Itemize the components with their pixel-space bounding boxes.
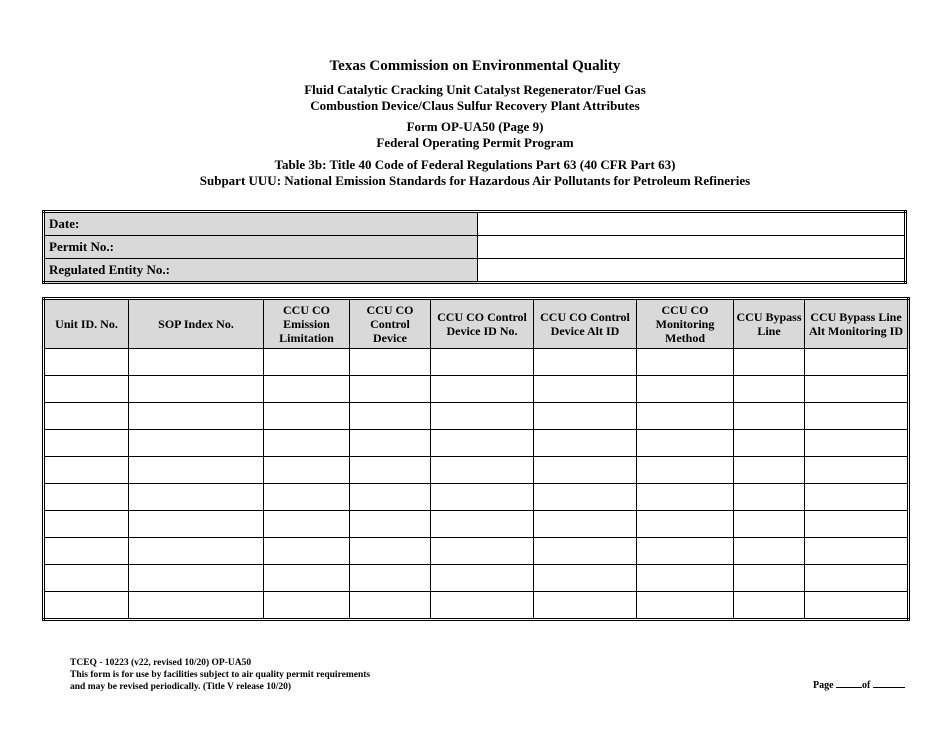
form-title-line-2: Combustion Device/Claus Sulfur Recovery Plant Attributes xyxy=(310,98,640,113)
table-cell[interactable] xyxy=(350,565,431,592)
table-title-line-1: Table 3b: Title 40 Code of Federal Regulations Part 63 (40 CFR Part 63) xyxy=(274,157,676,172)
regulated-entity-label: Regulated Entity No.: xyxy=(44,259,478,283)
col-header-control-device-alt-id: CCU CO Control Device Alt ID xyxy=(534,299,637,349)
permit-no-label: Permit No.: xyxy=(44,236,478,259)
table-cell[interactable] xyxy=(805,538,909,565)
table-cell[interactable] xyxy=(350,538,431,565)
col-header-bypass-line: CCU Bypass Line xyxy=(734,299,805,349)
table-cell[interactable] xyxy=(264,403,350,430)
table-row xyxy=(44,484,909,511)
table-row xyxy=(44,376,909,403)
page-label: Page xyxy=(813,680,834,691)
table-cell[interactable] xyxy=(734,349,805,376)
table-row xyxy=(44,592,909,620)
table-cell[interactable] xyxy=(350,511,431,538)
table-cell[interactable] xyxy=(129,484,264,511)
table-cell[interactable] xyxy=(637,511,734,538)
table-title xyxy=(0,157,950,189)
table-cell[interactable] xyxy=(534,538,637,565)
page-total-blank[interactable] xyxy=(873,678,905,688)
table-cell[interactable] xyxy=(129,403,264,430)
table-cell[interactable] xyxy=(805,403,909,430)
table-cell[interactable] xyxy=(350,349,431,376)
table-title-line-2: Subpart UUU: National Emission Standards for Hazardous Air Pollutants for Petroleum Refineries xyxy=(199,173,751,188)
table-cell[interactable] xyxy=(637,376,734,403)
table-cell[interactable] xyxy=(44,592,129,620)
table-cell[interactable] xyxy=(734,538,805,565)
table-cell[interactable] xyxy=(805,565,909,592)
table-row xyxy=(44,457,909,484)
table-cell[interactable] xyxy=(534,565,637,592)
table-cell[interactable] xyxy=(734,511,805,538)
table-cell[interactable] xyxy=(805,430,909,457)
col-header-sop-index: SOP Index No. xyxy=(129,299,264,349)
table-cell[interactable] xyxy=(431,565,534,592)
table-cell[interactable] xyxy=(264,565,350,592)
table-cell[interactable] xyxy=(805,511,909,538)
col-header-monitoring-method: CCU CO Monitoring Method xyxy=(637,299,734,349)
table-cell[interactable] xyxy=(805,592,909,620)
table-row xyxy=(44,538,909,565)
table-cell[interactable] xyxy=(431,511,534,538)
col-header-control-device-id: CCU CO Control Device ID No. xyxy=(431,299,534,349)
table-cell[interactable] xyxy=(431,592,534,620)
table-cell[interactable] xyxy=(44,349,129,376)
form-identifier xyxy=(0,119,950,151)
table-cell[interactable] xyxy=(44,376,129,403)
table-cell[interactable] xyxy=(734,376,805,403)
table-cell[interactable] xyxy=(637,349,734,376)
table-cell[interactable] xyxy=(637,538,734,565)
table-cell[interactable] xyxy=(534,349,637,376)
form-number: Form OP-UA50 (Page 9) xyxy=(406,119,544,134)
table-cell[interactable] xyxy=(350,403,431,430)
table-cell[interactable] xyxy=(534,457,637,484)
table-cell[interactable] xyxy=(734,484,805,511)
table-cell[interactable] xyxy=(734,457,805,484)
table-cell[interactable] xyxy=(129,430,264,457)
table-cell[interactable] xyxy=(129,457,264,484)
table-cell[interactable] xyxy=(734,430,805,457)
table-cell[interactable] xyxy=(431,484,534,511)
table-cell[interactable] xyxy=(264,430,350,457)
info-row-entity xyxy=(44,259,906,283)
table-cell[interactable] xyxy=(129,349,264,376)
table-cell[interactable] xyxy=(637,430,734,457)
table-cell[interactable] xyxy=(637,484,734,511)
table-cell[interactable] xyxy=(431,403,534,430)
col-header-bypass-alt-monitoring-id: CCU Bypass Line Alt Monitoring ID xyxy=(805,299,909,349)
footer-notice-line-2: and may be revised periodically. (Title V release 10/20) xyxy=(70,682,292,692)
col-header-control-device: CCU CO Control Device xyxy=(350,299,431,349)
table-cell[interactable] xyxy=(44,457,129,484)
footer-notice-line-1: This form is for use by facilities subject to air quality permit requirements xyxy=(70,670,371,680)
table-cell[interactable] xyxy=(431,349,534,376)
table-cell[interactable] xyxy=(534,511,637,538)
table-cell[interactable] xyxy=(734,592,805,620)
table-cell[interactable] xyxy=(44,565,129,592)
table-cell[interactable] xyxy=(534,592,637,620)
table-row xyxy=(44,565,909,592)
table-cell[interactable] xyxy=(431,430,534,457)
table-cell[interactable] xyxy=(129,565,264,592)
form-title-line-1: Fluid Catalytic Cracking Unit Catalyst Regenerator/Fuel Gas xyxy=(304,82,646,97)
table-cell[interactable] xyxy=(264,511,350,538)
table-body xyxy=(44,349,909,620)
table-cell[interactable] xyxy=(805,484,909,511)
table-cell[interactable] xyxy=(129,592,264,620)
table-cell[interactable] xyxy=(350,592,431,620)
table-cell[interactable] xyxy=(264,592,350,620)
table-cell[interactable] xyxy=(350,484,431,511)
table-row xyxy=(44,349,909,376)
table-cell[interactable] xyxy=(534,403,637,430)
table-cell[interactable] xyxy=(264,376,350,403)
table-row xyxy=(44,511,909,538)
permit-no-field[interactable] xyxy=(478,236,906,259)
table-cell[interactable] xyxy=(264,484,350,511)
page-number-blank[interactable] xyxy=(836,678,862,688)
table-cell[interactable] xyxy=(431,376,534,403)
permit-info-table xyxy=(42,210,907,284)
info-row-permit xyxy=(44,236,906,259)
table-cell[interactable] xyxy=(129,376,264,403)
table-row xyxy=(44,403,909,430)
table-cell[interactable] xyxy=(264,538,350,565)
date-field[interactable] xyxy=(478,212,906,236)
program-name: Federal Operating Permit Program xyxy=(376,135,574,150)
table-row xyxy=(44,430,909,457)
table-cell[interactable] xyxy=(350,376,431,403)
table-cell[interactable] xyxy=(637,457,734,484)
table-cell[interactable] xyxy=(129,511,264,538)
table-cell[interactable] xyxy=(534,376,637,403)
table-cell[interactable] xyxy=(431,538,534,565)
table-cell[interactable] xyxy=(431,457,534,484)
table-cell[interactable] xyxy=(534,484,637,511)
table-cell[interactable] xyxy=(129,538,264,565)
table-cell[interactable] xyxy=(734,565,805,592)
table-cell[interactable] xyxy=(637,403,734,430)
page-number xyxy=(813,678,905,691)
info-row-date xyxy=(44,212,906,236)
table-cell[interactable] xyxy=(637,592,734,620)
col-header-unit-id: Unit ID. No. xyxy=(44,299,129,349)
table-cell[interactable] xyxy=(264,349,350,376)
of-label: of xyxy=(862,680,871,691)
table-header-row xyxy=(44,299,909,349)
table-cell[interactable] xyxy=(264,457,350,484)
footer-form-code: TCEQ - 10223 (v22, revised 10/20) OP-UA50 xyxy=(70,658,252,668)
table-cell[interactable] xyxy=(350,430,431,457)
regulated-entity-field[interactable] xyxy=(478,259,906,283)
table-cell[interactable] xyxy=(805,376,909,403)
date-label: Date: xyxy=(44,212,478,236)
col-header-emission-limitation: CCU CO Emission Limitation xyxy=(264,299,350,349)
agency-title: Texas Commission on Environmental Quality xyxy=(329,58,621,74)
table-cell[interactable] xyxy=(805,457,909,484)
table-cell[interactable] xyxy=(637,565,734,592)
table-cell[interactable] xyxy=(44,511,129,538)
table-cell[interactable] xyxy=(44,484,129,511)
table-cell[interactable] xyxy=(44,538,129,565)
form-footer xyxy=(70,657,370,693)
attributes-table xyxy=(42,297,910,621)
form-title xyxy=(0,82,950,114)
table-cell[interactable] xyxy=(44,430,129,457)
table-cell[interactable] xyxy=(734,403,805,430)
table-cell[interactable] xyxy=(350,457,431,484)
table-cell[interactable] xyxy=(805,349,909,376)
table-cell[interactable] xyxy=(534,430,637,457)
table-cell[interactable] xyxy=(44,403,129,430)
